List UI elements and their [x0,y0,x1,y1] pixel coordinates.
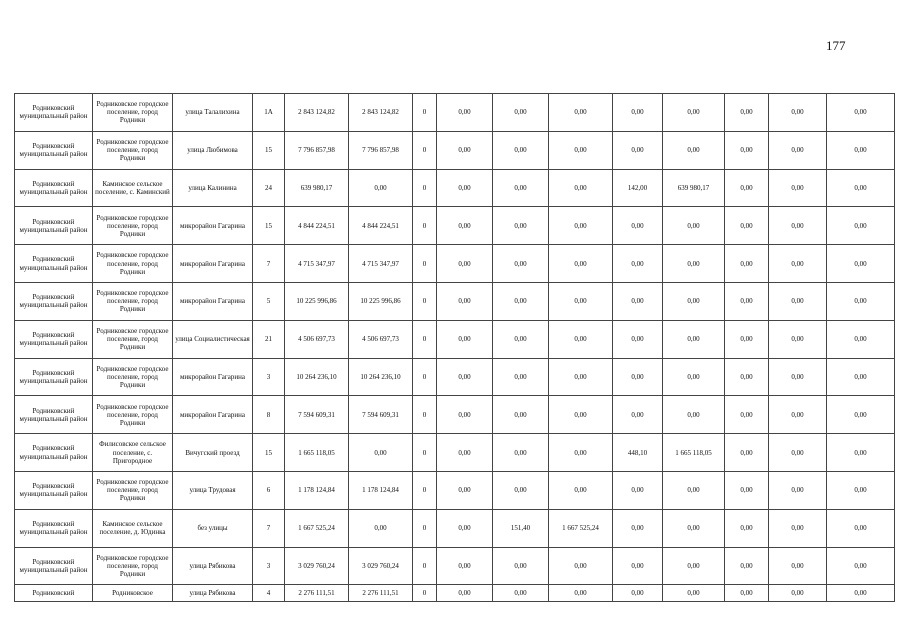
cell-col-11: 0,00 [613,471,663,509]
cell-district: Родниковский муниципальный район [15,471,93,509]
cell-col-14: 0,00 [769,358,827,396]
cell-settlement: Родниковское городское поселение, город Родники [93,245,173,283]
cell-fund-cost: 0,00 [349,434,413,472]
cell-col-15: 0,00 [827,282,895,320]
cell-col-11: 0,00 [613,396,663,434]
cell-settlement: Родниковское городское поселение, город Родники [93,131,173,169]
cell-col-12: 0,00 [663,94,725,132]
cell-col-7: 0 [413,320,437,358]
cell-total-cost: 639 980,17 [285,169,349,207]
cell-col-9: 0,00 [493,320,549,358]
table-row [15,282,895,320]
cell-col-15: 0,00 [827,434,895,472]
cell-col-12: 1 665 118,05 [663,434,725,472]
cell-col-10: 0,00 [549,320,613,358]
cell-col-7: 0 [413,396,437,434]
cell-col-8: 0,00 [437,585,493,602]
cell-col-7: 0 [413,207,437,245]
cell-col-14: 0,00 [769,94,827,132]
cell-total-cost: 1 178 124,84 [285,471,349,509]
cell-col-12: 0,00 [663,547,725,585]
cell-col-13: 0,00 [725,509,769,547]
cell-total-cost: 2 276 111,51 [285,585,349,602]
cell-col-8: 0,00 [437,94,493,132]
cell-street: улица Талалихина [173,94,253,132]
cell-col-9: 0,00 [493,94,549,132]
cell-col-10: 0,00 [549,131,613,169]
cell-col-12: 0,00 [663,585,725,602]
table-row [15,509,895,547]
cell-col-15: 0,00 [827,547,895,585]
cell-col-9: 0,00 [493,207,549,245]
cell-house-number: 15 [253,434,285,472]
cell-total-cost: 10 225 996,86 [285,282,349,320]
cell-street: улица Рябикова [173,585,253,602]
cell-col-11: 0,00 [613,94,663,132]
cell-col-9: 151,40 [493,509,549,547]
cell-col-8: 0,00 [437,509,493,547]
cell-settlement: Каминское сельское поселение, с. Каминский [93,169,173,207]
cell-col-11: 448,10 [613,434,663,472]
cell-house-number: 15 [253,207,285,245]
cell-col-13: 0,00 [725,245,769,283]
cell-col-7: 0 [413,585,437,602]
cell-col-11: 0,00 [613,547,663,585]
cell-street: микрорайон Гагарина [173,358,253,396]
cell-fund-cost: 2 276 111,51 [349,585,413,602]
cell-col-12: 0,00 [663,320,725,358]
cell-street: улица Трудовая [173,471,253,509]
cell-fund-cost: 7 796 857,98 [349,131,413,169]
cell-col-14: 0,00 [769,471,827,509]
cell-col-14: 0,00 [769,131,827,169]
cell-col-10: 0,00 [549,207,613,245]
cell-col-14: 0,00 [769,396,827,434]
cell-col-10: 0,00 [549,358,613,396]
cell-house-number: 4 [253,585,285,602]
cell-street: микрорайон Гагарина [173,396,253,434]
cell-settlement: Родниковское городское поселение, город Родники [93,94,173,132]
cell-col-12: 0,00 [663,131,725,169]
cell-fund-cost: 0,00 [349,509,413,547]
cell-col-13: 0,00 [725,94,769,132]
cell-col-10: 0,00 [549,547,613,585]
cell-total-cost: 1 665 118,05 [285,434,349,472]
cell-district: Родниковский муниципальный район [15,509,93,547]
cell-district: Родниковский муниципальный район [15,396,93,434]
cell-col-13: 0,00 [725,282,769,320]
cell-col-14: 0,00 [769,434,827,472]
cell-col-8: 0,00 [437,282,493,320]
cell-col-13: 0,00 [725,434,769,472]
cell-col-15: 0,00 [827,509,895,547]
cell-district: Родниковский [15,585,93,602]
cell-col-13: 0,00 [725,169,769,207]
cell-district: Родниковский муниципальный район [15,131,93,169]
cell-settlement: Каминское сельское поселение, д. Юдинка [93,509,173,547]
table-body [15,94,895,602]
cell-street: улица Социалистическая [173,320,253,358]
table-row [15,471,895,509]
page-number: 177 [826,38,846,53]
cell-col-9: 0,00 [493,131,549,169]
cell-col-15: 0,00 [827,169,895,207]
cell-col-10: 0,00 [549,94,613,132]
cell-col-12: 0,00 [663,282,725,320]
cell-col-12: 0,00 [663,471,725,509]
cell-house-number: 7 [253,509,285,547]
cell-col-8: 0,00 [437,169,493,207]
cell-col-8: 0,00 [437,358,493,396]
cell-house-number: 15 [253,131,285,169]
cell-settlement: Родниковское городское поселение, город Родники [93,471,173,509]
cell-fund-cost: 4 506 697,73 [349,320,413,358]
cell-col-10: 0,00 [549,585,613,602]
cell-col-10: 0,00 [549,282,613,320]
cell-col-11: 142,00 [613,169,663,207]
cell-district: Родниковский муниципальный район [15,245,93,283]
cell-fund-cost: 3 029 760,24 [349,547,413,585]
cell-settlement: Родниковское городское поселение, город Родники [93,282,173,320]
cell-col-8: 0,00 [437,547,493,585]
cell-district: Родниковский муниципальный район [15,169,93,207]
cell-col-12: 0,00 [663,358,725,396]
cell-settlement: Родниковское городское поселение, город Родники [93,207,173,245]
cell-house-number: 7 [253,245,285,283]
cell-col-8: 0,00 [437,471,493,509]
cell-settlement: Родниковское городское поселение, город Родники [93,547,173,585]
cell-col-7: 0 [413,358,437,396]
cell-street: без улицы [173,509,253,547]
cell-col-11: 0,00 [613,245,663,283]
cell-col-11: 0,00 [613,207,663,245]
cell-col-12: 0,00 [663,396,725,434]
cell-total-cost: 3 029 760,24 [285,547,349,585]
cell-col-11: 0,00 [613,585,663,602]
cell-col-9: 0,00 [493,245,549,283]
cell-district: Родниковский муниципальный район [15,320,93,358]
cell-col-7: 0 [413,547,437,585]
table-row [15,320,895,358]
cell-settlement: Родниковское [93,585,173,602]
cell-col-10: 0,00 [549,396,613,434]
cell-col-8: 0,00 [437,245,493,283]
table-row [15,585,895,602]
cell-col-9: 0,00 [493,585,549,602]
cell-col-15: 0,00 [827,358,895,396]
cell-col-12: 0,00 [663,245,725,283]
cell-col-13: 0,00 [725,358,769,396]
table-row [15,169,895,207]
cell-col-7: 0 [413,509,437,547]
cell-settlement: Родниковское городское поселение, город Родники [93,320,173,358]
table-row [15,207,895,245]
cell-col-9: 0,00 [493,358,549,396]
cell-district: Родниковский муниципальный район [15,282,93,320]
cell-col-7: 0 [413,282,437,320]
cell-col-11: 0,00 [613,282,663,320]
cell-street: микрорайон Гагарина [173,207,253,245]
cell-col-15: 0,00 [827,131,895,169]
cell-district: Родниковский муниципальный район [15,434,93,472]
cell-col-13: 0,00 [725,396,769,434]
cell-col-13: 0,00 [725,471,769,509]
cell-col-7: 0 [413,245,437,283]
cell-fund-cost: 10 264 236,10 [349,358,413,396]
cell-house-number: 5 [253,282,285,320]
cell-col-10: 0,00 [549,169,613,207]
cell-col-15: 0,00 [827,585,895,602]
cell-col-15: 0,00 [827,471,895,509]
cell-district: Родниковский муниципальный район [15,207,93,245]
cell-col-15: 0,00 [827,94,895,132]
cell-col-7: 0 [413,471,437,509]
cell-col-10: 0,00 [549,471,613,509]
table-row [15,94,895,132]
cell-col-14: 0,00 [769,169,827,207]
cell-col-9: 0,00 [493,547,549,585]
cell-fund-cost: 0,00 [349,169,413,207]
cell-col-14: 0,00 [769,245,827,283]
cell-col-8: 0,00 [437,320,493,358]
cell-col-14: 0,00 [769,207,827,245]
cell-col-9: 0,00 [493,169,549,207]
cell-col-13: 0,00 [725,547,769,585]
cell-col-13: 0,00 [725,131,769,169]
table-row [15,547,895,585]
table-row [15,396,895,434]
cell-col-11: 0,00 [613,320,663,358]
cell-col-13: 0,00 [725,585,769,602]
cell-total-cost: 1 667 525,24 [285,509,349,547]
cell-street: улица Калинина [173,169,253,207]
cell-fund-cost: 4 715 347,97 [349,245,413,283]
cell-settlement: Родниковское городское поселение, город Родники [93,396,173,434]
cell-col-9: 0,00 [493,434,549,472]
cell-col-9: 0,00 [493,282,549,320]
cell-house-number: 24 [253,169,285,207]
cell-col-8: 0,00 [437,434,493,472]
cell-fund-cost: 2 843 124,82 [349,94,413,132]
cell-district: Родниковский муниципальный район [15,547,93,585]
cell-col-14: 0,00 [769,282,827,320]
cell-total-cost: 2 843 124,82 [285,94,349,132]
cell-house-number: 21 [253,320,285,358]
table-row [15,245,895,283]
cell-col-14: 0,00 [769,547,827,585]
cell-col-12: 639 980,17 [663,169,725,207]
cell-col-12: 0,00 [663,509,725,547]
cell-street: улица Рябикова [173,547,253,585]
cell-district: Родниковский муниципальный район [15,94,93,132]
cell-fund-cost: 1 178 124,84 [349,471,413,509]
cell-col-11: 0,00 [613,358,663,396]
table-row [15,358,895,396]
cell-total-cost: 4 506 697,73 [285,320,349,358]
cell-street: микрорайон Гагарина [173,282,253,320]
cell-col-14: 0,00 [769,585,827,602]
cell-col-8: 0,00 [437,131,493,169]
cell-house-number: 3 [253,358,285,396]
cell-col-13: 0,00 [725,320,769,358]
cell-settlement: Филисовское сельское поселение, с. Пригородное [93,434,173,472]
cell-col-13: 0,00 [725,207,769,245]
cell-col-15: 0,00 [827,396,895,434]
cell-total-cost: 7 796 857,98 [285,131,349,169]
housing-program-table [14,93,895,602]
cell-col-9: 0,00 [493,396,549,434]
cell-col-7: 0 [413,434,437,472]
cell-total-cost: 4 844 224,51 [285,207,349,245]
cell-street: микрорайон Гагарина [173,245,253,283]
cell-col-14: 0,00 [769,509,827,547]
table-row [15,131,895,169]
cell-col-10: 0,00 [549,245,613,283]
cell-house-number: 6 [253,471,285,509]
cell-district: Родниковский муниципальный район [15,358,93,396]
cell-col-7: 0 [413,94,437,132]
cell-street: Вичугский проезд [173,434,253,472]
cell-settlement: Родниковское городское поселение, город Родники [93,358,173,396]
cell-col-11: 0,00 [613,131,663,169]
cell-col-9: 0,00 [493,471,549,509]
cell-col-15: 0,00 [827,320,895,358]
cell-col-15: 0,00 [827,245,895,283]
cell-col-8: 0,00 [437,207,493,245]
cell-fund-cost: 4 844 224,51 [349,207,413,245]
cell-col-11: 0,00 [613,509,663,547]
cell-house-number: 1А [253,94,285,132]
cell-house-number: 3 [253,547,285,585]
table-row [15,434,895,472]
cell-total-cost: 7 594 609,31 [285,396,349,434]
cell-col-8: 0,00 [437,396,493,434]
cell-total-cost: 4 715 347,97 [285,245,349,283]
cell-total-cost: 10 264 236,10 [285,358,349,396]
cell-fund-cost: 7 594 609,31 [349,396,413,434]
cell-col-15: 0,00 [827,207,895,245]
cell-col-12: 0,00 [663,207,725,245]
cell-col-7: 0 [413,169,437,207]
cell-col-7: 0 [413,131,437,169]
cell-col-10: 0,00 [549,434,613,472]
cell-col-10: 1 667 525,24 [549,509,613,547]
cell-street: улица Любимова [173,131,253,169]
cell-fund-cost: 10 225 996,86 [349,282,413,320]
cell-col-14: 0,00 [769,320,827,358]
cell-house-number: 8 [253,396,285,434]
